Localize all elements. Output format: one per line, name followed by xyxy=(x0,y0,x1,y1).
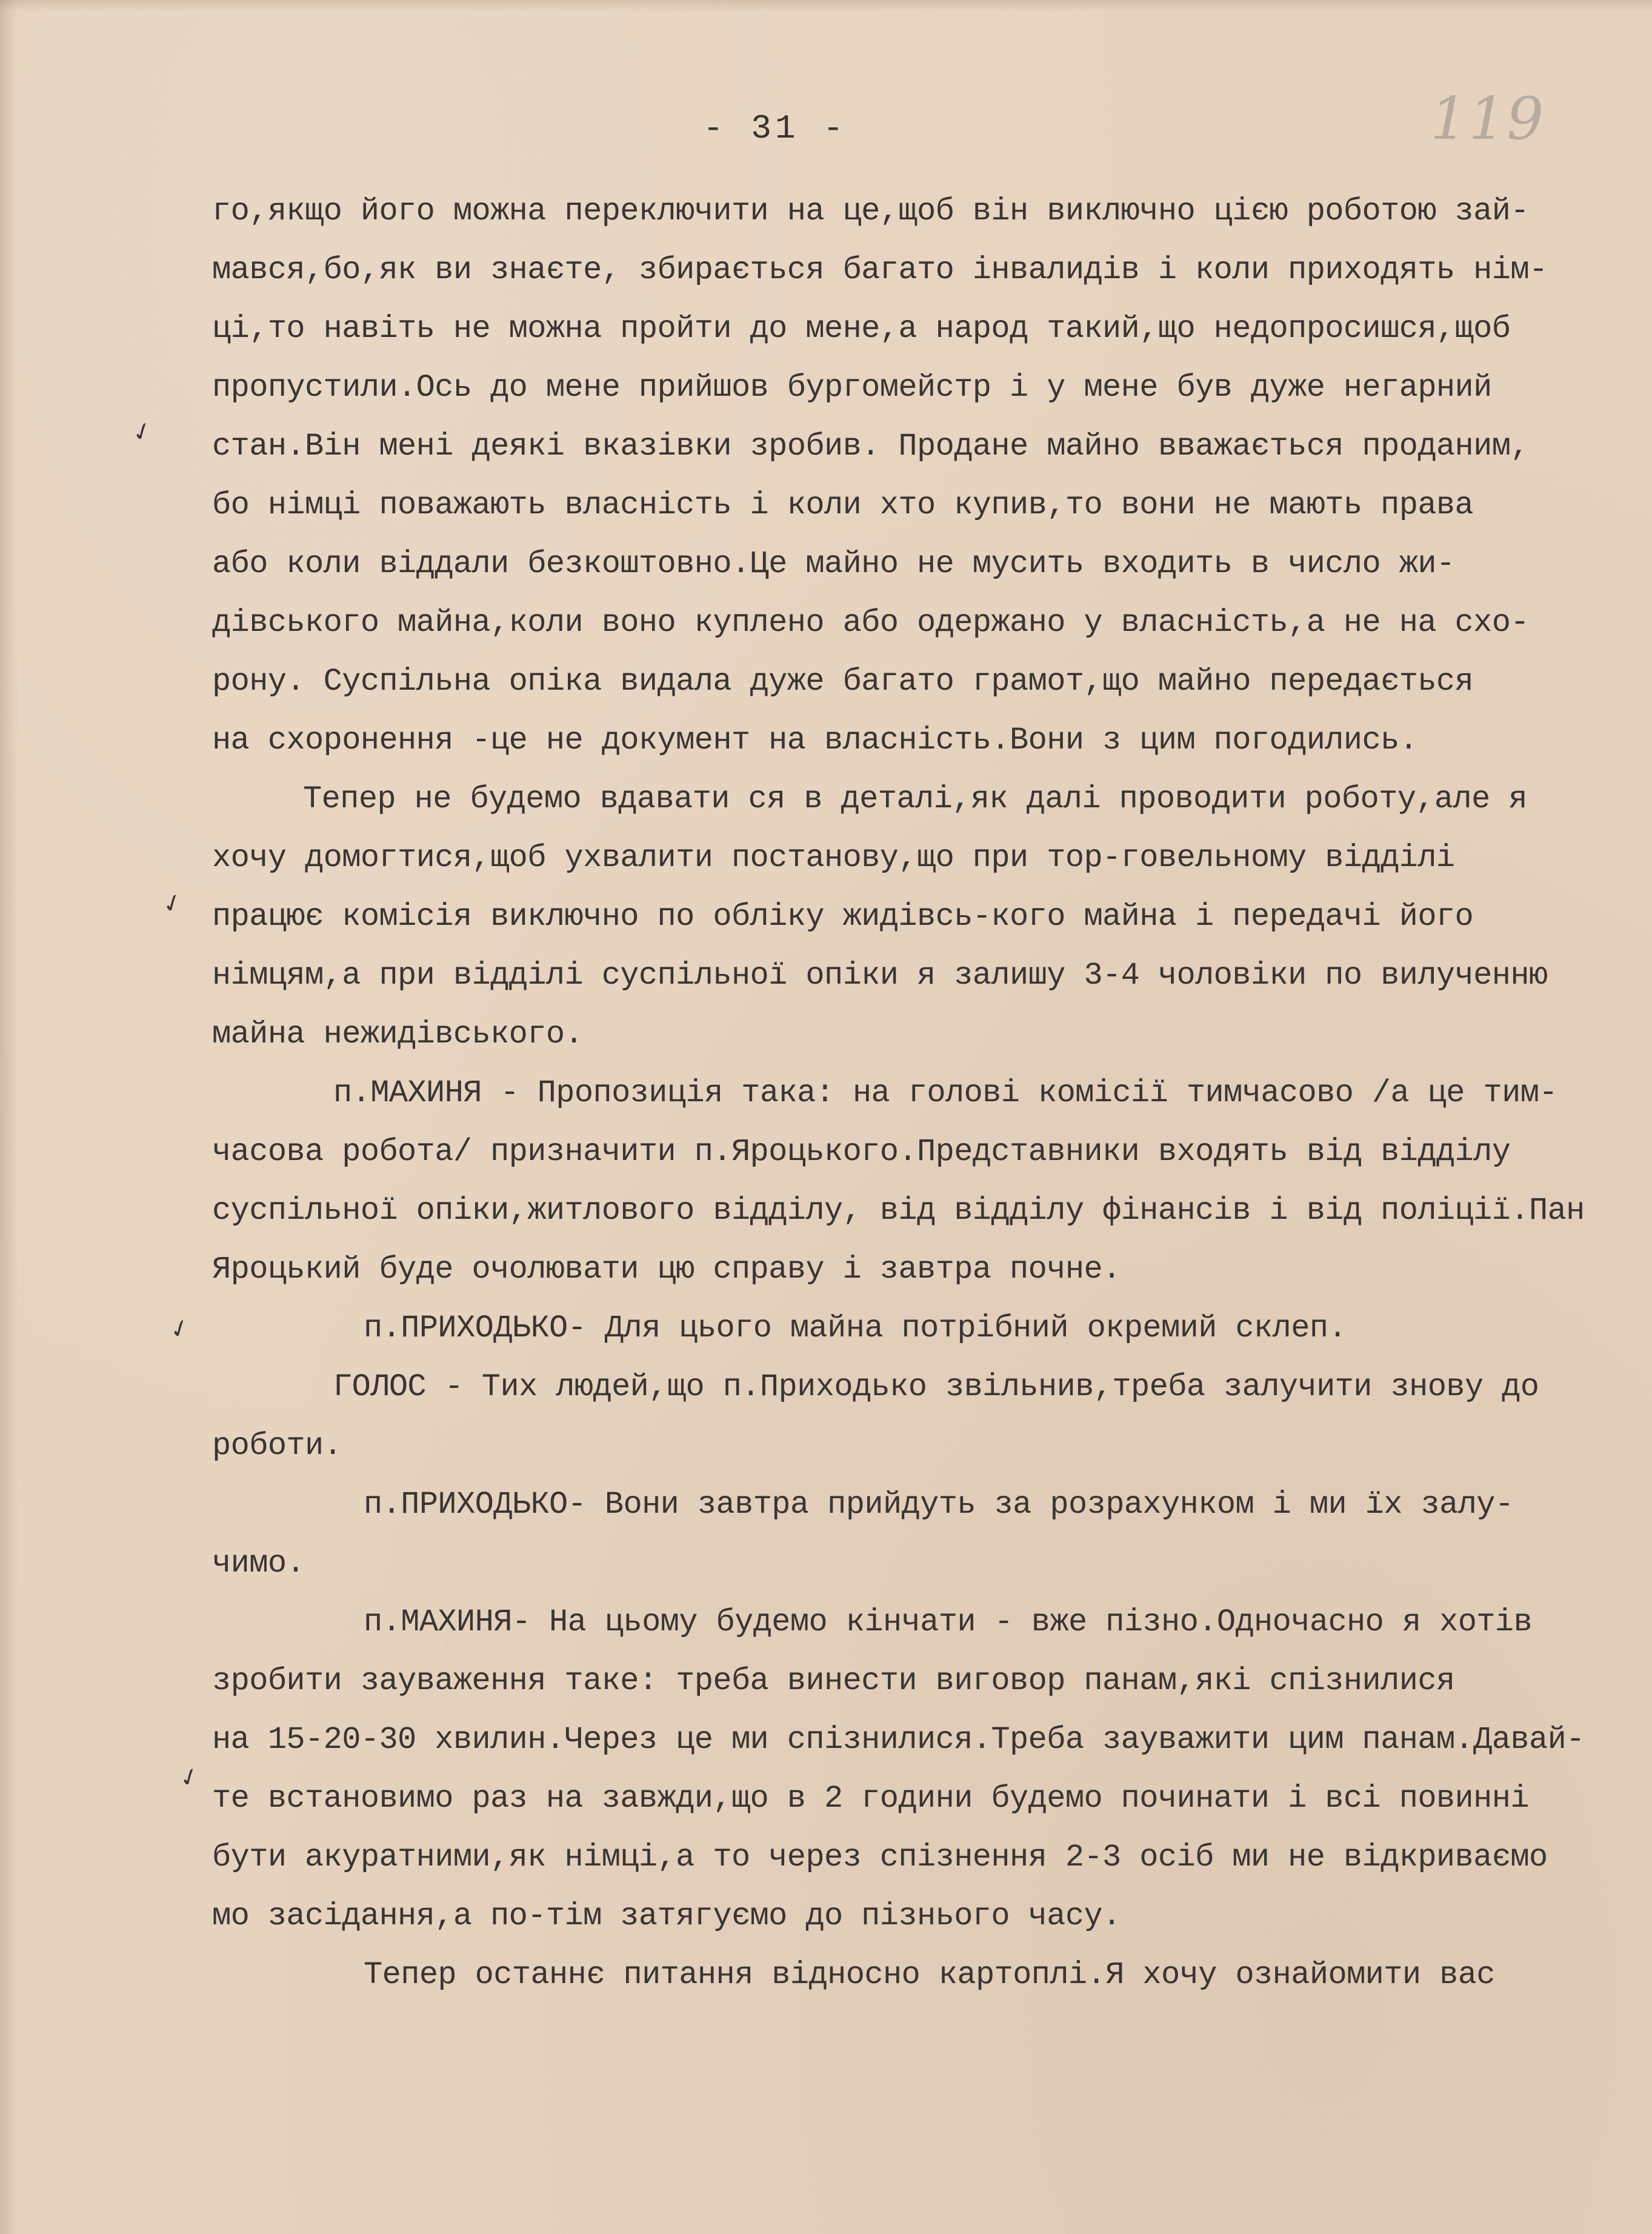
speaker-line: п.МАХИНЯ- На цьому будемо кінчати - вже пізно.Одночасно я хотів xyxy=(364,1604,1533,1640)
speaker-line: п.МАХИНЯ - Пропозиція така: на голові комісії тимчасово /а це тим- xyxy=(333,1075,1557,1111)
margin-checkmark: ✓ xyxy=(158,887,187,921)
text-line: ці,то навіть не можна пройти до мене,а народ такий,що недопросишся,щоб xyxy=(212,311,1511,347)
text-line: або коли віддали безкоштовно.Це майно не мусить входить в число жи- xyxy=(212,546,1455,582)
text-line: дівського майна,коли воно куплено або одержано у власність,а не на схо- xyxy=(212,605,1529,641)
text-line: німцям,а при відділі суспільної опіки я залишу 3-4 чоловіки по вилученню xyxy=(212,958,1548,993)
text-line: на 15-20-30 хвилин.Через це ми спізнилися.Треба зауважити цим панам.Давай- xyxy=(212,1722,1585,1758)
text-line: майна нежидівського. xyxy=(212,1016,584,1052)
text-line: хочу домогтися,щоб ухвалити постанову,що при тор-говельному відділі xyxy=(212,840,1455,876)
text-line: чимо. xyxy=(212,1545,305,1581)
text-line: бо німці поважають власність і коли хто купив,то вони не мають права xyxy=(212,487,1474,523)
margin-checkmark: ✓ xyxy=(175,1761,204,1795)
text-line: суспільної опіки,житлового відділу, від відділу фінансів і від поліції.Пан xyxy=(212,1193,1585,1229)
page-number: - 31 - xyxy=(703,109,847,148)
text-line: на схоронення -це не документ на власність.Вони з цим погодились. xyxy=(212,722,1418,758)
text-line: бути акуратними,як німці,а то через спізнення 2-3 осіб ми не відкриваємо xyxy=(212,1839,1548,1875)
speaker-line: п.ПРИХОДЬКО- Вони завтра прийдуть за розрахунком і ми їх залу- xyxy=(364,1487,1514,1522)
margin-checkmark: ✓ xyxy=(128,415,157,449)
speaker-line: п.ПРИХОДЬКО- Для цього майна потрібний окремий склеп. xyxy=(364,1310,1347,1346)
text-line: пропустили.Ось до мене прийшов бургомейстр і у мене був дуже негарний xyxy=(212,370,1492,405)
typewritten-text xyxy=(212,182,1585,2004)
paper-top-shadow xyxy=(0,0,1652,12)
text-line: мо засідання,а по-тім затягуємо до пізнього часу. xyxy=(212,1898,1121,1934)
text-line: те встановимо раз на завжди,що в 2 години будемо починати і всі повинні xyxy=(212,1781,1529,1816)
text-line: стан.Він мені деякі вказівки зробив. Продане майно вважається проданим, xyxy=(212,428,1529,464)
text-line: роботи. xyxy=(212,1428,342,1464)
paragraph-start: Тепер не будемо вдавати ся в деталі,як далі проводити роботу,але я xyxy=(303,781,1527,817)
text-line: працює комісія виключно по обліку жидівсь-кого майна і передачі його xyxy=(212,899,1474,935)
text-line: мався,бо,як ви знаєте, збирається багато інвалидів і коли приходять нім- xyxy=(212,252,1548,288)
speaker-line: ГОЛОС - Тих людей,що п.Приходько звільнив,треба залучити знову до xyxy=(333,1369,1539,1405)
paper-edge-shadow xyxy=(0,0,18,2234)
text-line: рону. Суспільна опіка видала дуже багато грамот,що майно передається xyxy=(212,664,1474,699)
text-line: зробити зауваження таке: треба винести виговор панам,які спізнилися xyxy=(212,1663,1455,1699)
text-line: часова робота/ призначити п.Яроцького.Представники входять від відділу xyxy=(212,1134,1511,1170)
margin-checkmark: ✓ xyxy=(165,1312,195,1346)
text-line: Яроцький буде очолювати цю справу і завтра почне. xyxy=(212,1252,1121,1287)
text-line: го,якщо його можна переключити на це,щоб він виключно цією роботою зай- xyxy=(212,193,1529,229)
paragraph-start: Тепер останнє питання відносно картоплі.Я хочу ознайомити вас xyxy=(364,1957,1495,1993)
archive-page-number: 119 xyxy=(1430,85,1545,153)
